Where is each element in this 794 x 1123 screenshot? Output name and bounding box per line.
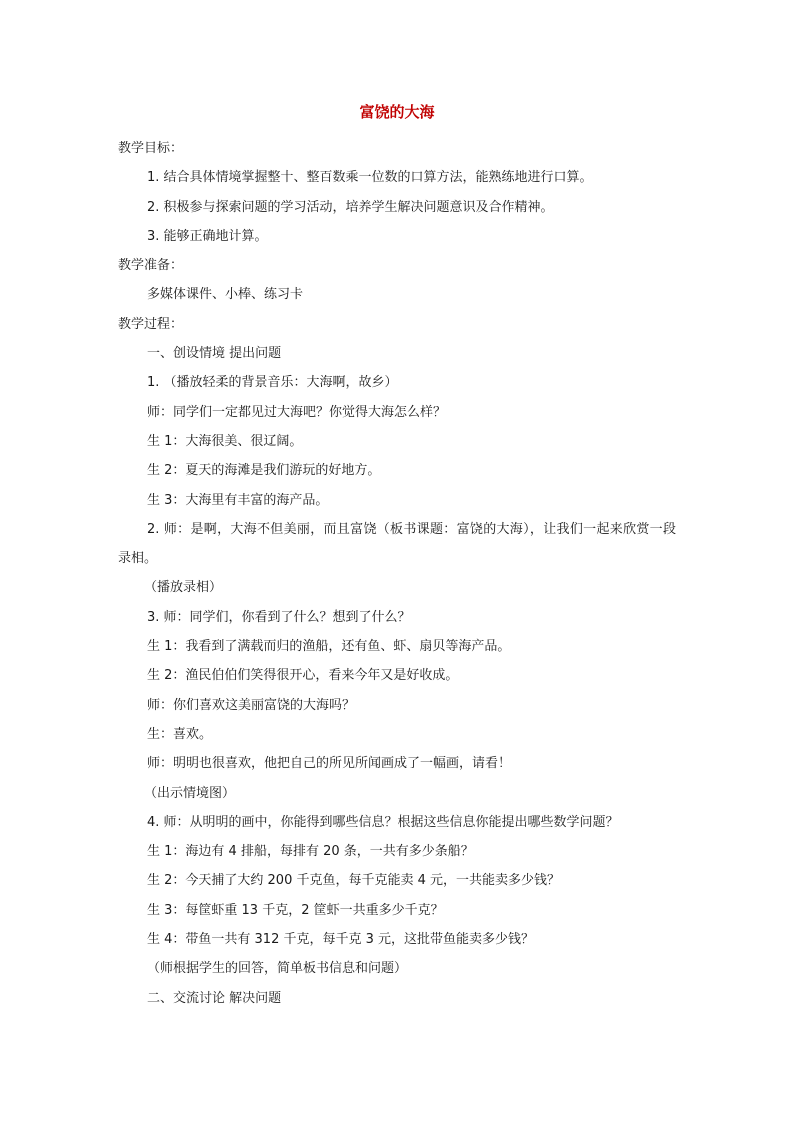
text-line: 生 1：大海很美、很辽阔。 xyxy=(147,433,303,449)
document-body xyxy=(118,134,678,1013)
text-line: 生 2：今天捕了大约 200 千克鱼，每千克能卖 4 元，一共能卖多少钱？ xyxy=(147,873,561,889)
text-line: （师根据学生的回答，简单板书信息和问题） xyxy=(147,961,408,977)
text-line: 生 2：夏天的海滩是我们游玩的好地方。 xyxy=(147,463,381,479)
text-line: 一、创设情境 提出问题 xyxy=(147,346,282,362)
text-line: 2. 积极参与探索问题的学习活动，培养学生解决问题意识及合作精神。 xyxy=(147,199,554,215)
text-line: （出示情境图） xyxy=(144,785,236,801)
text-line: 师：同学们一定都见过大海吧？你觉得大海怎么样？ xyxy=(147,404,447,420)
text-line: 二、交流讨论 解决问题 xyxy=(147,990,282,1006)
text-line: 2. 师：是啊，大海不但美丽，而且富饶（板书课题：富饶的大海），让我们一起来欣赏一段录相。 xyxy=(118,521,676,567)
text-line: 1. 结合具体情境掌握整十、整百数乘一位数的口算方法，能熟练地进行口算。 xyxy=(147,170,593,186)
text-line: 3. 能够正确地计算。 xyxy=(147,228,268,244)
text-line: 生：喜欢。 xyxy=(147,726,213,742)
text-line: 生 1：海边有 4 排船，每排有 20 条，一共有多少条船？ xyxy=(147,844,474,860)
text-line: 教学准备： xyxy=(118,258,184,274)
text-line: 生 1：我看到了满载而归的渔船，还有鱼、虾、扇贝等海产品。 xyxy=(147,639,511,655)
text-line: 生 2：渔民伯伯们笑得很开心，看来今年又是好收成。 xyxy=(147,668,459,684)
text-line: 4. 师：从明明的画中，你能得到哪些信息？根据这些信息你能提出哪些数学问题？ xyxy=(147,814,619,830)
text-line: 师：你们喜欢这美丽富饶的大海吗？ xyxy=(147,697,356,713)
text-line: （播放录相） xyxy=(144,580,223,596)
text-line: 生 3：大海里有丰富的海产品。 xyxy=(147,492,329,508)
document-title: 富饶的大海 xyxy=(359,103,435,121)
text-line: 3. 师：同学们，你看到了什么？想到了什么？ xyxy=(147,609,411,625)
text-line: 师：明明也很喜欢，他把自己的所见所闻画成了一幅画，请看！ xyxy=(147,756,512,772)
text-line: 多媒体课件、小棒、练习卡 xyxy=(147,287,304,303)
text-line: 教学目标： xyxy=(118,141,184,156)
text-line: 生 3：每筐虾重 13 千克，2 筐虾一共重多少千克？ xyxy=(147,902,444,918)
text-line: 1. （播放轻柔的背景音乐：大海啊，故乡） xyxy=(147,375,398,391)
text-line: 生 4：带鱼一共有 312 千克，每千克 3 元，这批带鱼能卖多少钱？ xyxy=(147,932,535,948)
text-line: 教学过程： xyxy=(118,316,184,332)
